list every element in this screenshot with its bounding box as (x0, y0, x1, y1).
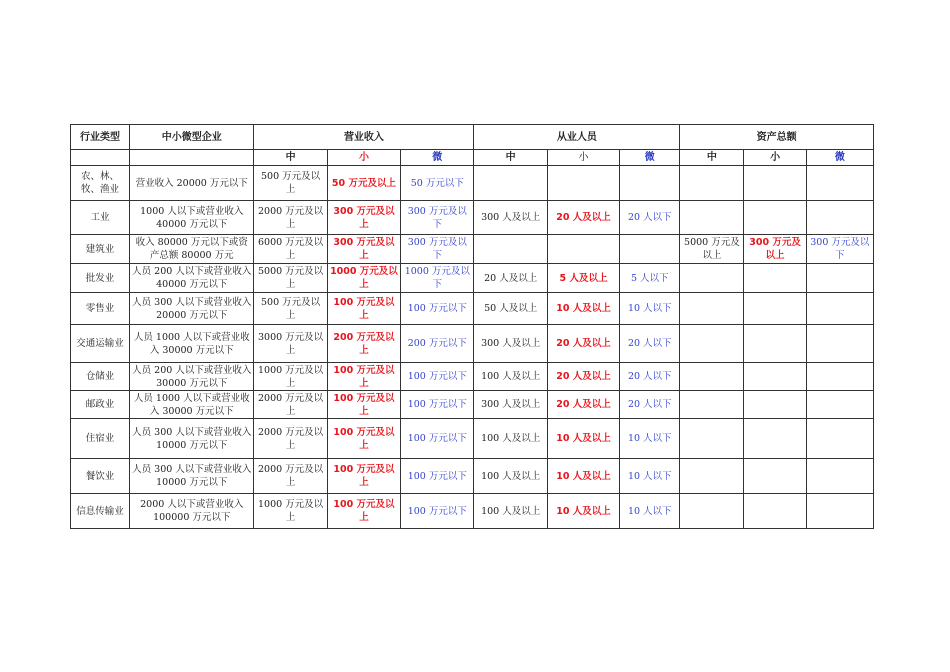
revenue-small-cell: 100 万元及以上 (327, 391, 400, 419)
subheader-revenue-small: 小 (327, 150, 400, 166)
assets-small-cell (744, 459, 806, 494)
industry-cell: 邮政业 (71, 391, 130, 419)
staff-small-cell: 5 人及以上 (547, 264, 619, 293)
industry-cell: 批发业 (71, 264, 130, 293)
assets-mid-cell (680, 391, 744, 419)
staff-small-cell: 20 人及以上 (547, 363, 619, 391)
revenue-small-cell: 50 万元及以上 (327, 166, 400, 201)
assets-mid-cell: 5000 万元及以上 (680, 235, 744, 264)
criteria-cell: 人员 1000 人以下或营业收入 30000 万元以下 (130, 391, 254, 419)
table-body (71, 166, 874, 529)
industry-cell: 信息传输业 (71, 494, 130, 529)
revenue-micro-cell: 300 万元及以下 (401, 201, 474, 235)
criteria-cell: 2000 人以下或营业收入 100000 万元以下 (130, 494, 254, 529)
industry-cell: 农、林、牧、渔业 (71, 166, 130, 201)
criteria-cell: 人员 200 人以下或营业收入 40000 万元以下 (130, 264, 254, 293)
revenue-mid-cell: 1000 万元及以上 (254, 363, 327, 391)
subheader-assets-mid: 中 (680, 150, 744, 166)
header-industry: 行业类型 (71, 125, 130, 150)
subheader-empty (71, 150, 130, 166)
revenue-small-cell: 100 万元及以上 (327, 293, 400, 325)
revenue-small-cell: 100 万元及以上 (327, 459, 400, 494)
assets-small-cell: 300 万元及以上 (744, 235, 806, 264)
revenue-small-cell: 1000 万元及以上 (327, 264, 400, 293)
assets-mid-cell (680, 419, 744, 459)
revenue-mid-cell: 3000 万元及以上 (254, 325, 327, 363)
staff-micro-cell: 10 人以下 (620, 494, 680, 529)
industry-cell: 餐饮业 (71, 459, 130, 494)
table-row (71, 419, 874, 459)
industry-cell: 建筑业 (71, 235, 130, 264)
revenue-mid-cell: 500 万元及以上 (254, 166, 327, 201)
revenue-small-cell: 300 万元及以上 (327, 201, 400, 235)
staff-micro-cell: 20 人以下 (620, 363, 680, 391)
revenue-micro-cell: 100 万元以下 (401, 363, 474, 391)
subheader-revenue-micro: 微 (401, 150, 474, 166)
staff-mid-cell (474, 235, 547, 264)
revenue-micro-cell: 100 万元以下 (401, 391, 474, 419)
staff-small-cell: 10 人及以上 (547, 419, 619, 459)
revenue-mid-cell: 500 万元及以上 (254, 293, 327, 325)
table-row (71, 293, 874, 325)
staff-micro-cell: 20 人以下 (620, 391, 680, 419)
sme-classification-table (70, 124, 874, 529)
assets-small-cell (744, 166, 806, 201)
industry-cell: 交通运输业 (71, 325, 130, 363)
assets-micro-cell (806, 363, 873, 391)
table-row (71, 166, 874, 201)
revenue-micro-cell: 300 万元及以下 (401, 235, 474, 264)
assets-mid-cell (680, 459, 744, 494)
staff-micro-cell (620, 235, 680, 264)
table-row (71, 201, 874, 235)
industry-cell: 住宿业 (71, 419, 130, 459)
revenue-micro-cell: 100 万元以下 (401, 293, 474, 325)
revenue-mid-cell: 2000 万元及以上 (254, 391, 327, 419)
staff-small-cell: 10 人及以上 (547, 459, 619, 494)
assets-mid-cell (680, 494, 744, 529)
revenue-small-cell: 100 万元及以上 (327, 419, 400, 459)
staff-mid-cell: 100 人及以上 (474, 419, 547, 459)
staff-small-cell (547, 235, 619, 264)
assets-small-cell (744, 264, 806, 293)
assets-micro-cell (806, 459, 873, 494)
assets-mid-cell (680, 201, 744, 235)
revenue-small-cell: 100 万元及以上 (327, 363, 400, 391)
subheader-row (71, 150, 874, 166)
industry-cell: 仓储业 (71, 363, 130, 391)
subheader-revenue-mid: 中 (254, 150, 327, 166)
staff-small-cell: 20 人及以上 (547, 201, 619, 235)
revenue-micro-cell: 100 万元以下 (401, 419, 474, 459)
subheader-assets-small: 小 (744, 150, 806, 166)
assets-micro-cell (806, 166, 873, 201)
staff-mid-cell: 100 人及以上 (474, 459, 547, 494)
header-criteria: 中小微型企业 (130, 125, 254, 150)
revenue-mid-cell: 2000 万元及以上 (254, 419, 327, 459)
assets-mid-cell (680, 325, 744, 363)
staff-small-cell (547, 166, 619, 201)
revenue-small-cell: 300 万元及以上 (327, 235, 400, 264)
assets-small-cell (744, 201, 806, 235)
subheader-empty (130, 150, 254, 166)
revenue-micro-cell: 1000 万元及以下 (401, 264, 474, 293)
revenue-micro-cell: 200 万元以下 (401, 325, 474, 363)
staff-mid-cell: 50 人及以上 (474, 293, 547, 325)
staff-small-cell: 10 人及以上 (547, 293, 619, 325)
industry-cell: 零售业 (71, 293, 130, 325)
staff-micro-cell: 10 人以下 (620, 459, 680, 494)
criteria-cell: 营业收入 20000 万元以下 (130, 166, 254, 201)
industry-cell: 工业 (71, 201, 130, 235)
table-row (71, 391, 874, 419)
subheader-staff-micro: 微 (620, 150, 680, 166)
revenue-micro-cell: 100 万元以下 (401, 459, 474, 494)
revenue-micro-cell: 50 万元以下 (401, 166, 474, 201)
assets-small-cell (744, 419, 806, 459)
assets-micro-cell (806, 264, 873, 293)
subheader-staff-small: 小 (547, 150, 619, 166)
table-row (71, 459, 874, 494)
revenue-mid-cell: 5000 万元及以上 (254, 264, 327, 293)
staff-mid-cell: 100 人及以上 (474, 494, 547, 529)
revenue-small-cell: 100 万元及以上 (327, 494, 400, 529)
staff-small-cell: 20 人及以上 (547, 391, 619, 419)
criteria-cell: 人员 300 人以下或营业收入 10000 万元以下 (130, 459, 254, 494)
assets-micro-cell (806, 494, 873, 529)
revenue-mid-cell: 1000 万元及以上 (254, 494, 327, 529)
staff-small-cell: 10 人及以上 (547, 494, 619, 529)
staff-mid-cell (474, 166, 547, 201)
assets-micro-cell: 300 万元及以下 (806, 235, 873, 264)
criteria-cell: 人员 1000 人以下或营业收入 30000 万元以下 (130, 325, 254, 363)
staff-micro-cell: 20 人以下 (620, 201, 680, 235)
revenue-mid-cell: 2000 万元及以上 (254, 459, 327, 494)
table-row (71, 325, 874, 363)
assets-micro-cell (806, 419, 873, 459)
staff-micro-cell: 10 人以下 (620, 419, 680, 459)
staff-mid-cell: 300 人及以上 (474, 201, 547, 235)
revenue-mid-cell: 6000 万元及以上 (254, 235, 327, 264)
sme-classification-table-wrapper (70, 124, 874, 529)
revenue-mid-cell: 2000 万元及以上 (254, 201, 327, 235)
header-row (71, 125, 874, 150)
header-revenue: 营业收入 (254, 125, 474, 150)
header-staff: 从业人员 (474, 125, 680, 150)
staff-mid-cell: 100 人及以上 (474, 363, 547, 391)
assets-small-cell (744, 363, 806, 391)
staff-small-cell: 20 人及以上 (547, 325, 619, 363)
table-row (71, 363, 874, 391)
assets-small-cell (744, 494, 806, 529)
assets-micro-cell (806, 293, 873, 325)
assets-mid-cell (680, 363, 744, 391)
staff-mid-cell: 20 人及以上 (474, 264, 547, 293)
assets-micro-cell (806, 391, 873, 419)
criteria-cell: 人员 300 人以下或营业收入 10000 万元以下 (130, 419, 254, 459)
criteria-cell: 收入 80000 万元以下或资产总额 80000 万元 (130, 235, 254, 264)
table-row (71, 264, 874, 293)
assets-mid-cell (680, 293, 744, 325)
assets-small-cell (744, 325, 806, 363)
assets-mid-cell (680, 264, 744, 293)
staff-mid-cell: 300 人及以上 (474, 391, 547, 419)
staff-mid-cell: 300 人及以上 (474, 325, 547, 363)
assets-micro-cell (806, 201, 873, 235)
staff-micro-cell: 5 人以下 (620, 264, 680, 293)
revenue-micro-cell: 100 万元以下 (401, 494, 474, 529)
staff-micro-cell: 10 人以下 (620, 293, 680, 325)
assets-small-cell (744, 391, 806, 419)
criteria-cell: 人员 300 人以下或营业收入 20000 万元以下 (130, 293, 254, 325)
criteria-cell: 人员 200 人以下或营业收入 30000 万元以下 (130, 363, 254, 391)
assets-small-cell (744, 293, 806, 325)
header-assets: 资产总额 (680, 125, 874, 150)
table-row (71, 235, 874, 264)
subheader-staff-mid: 中 (474, 150, 547, 166)
revenue-small-cell: 200 万元及以上 (327, 325, 400, 363)
subheader-assets-micro: 微 (806, 150, 873, 166)
assets-mid-cell (680, 166, 744, 201)
staff-micro-cell: 20 人以下 (620, 325, 680, 363)
table-row (71, 494, 874, 529)
assets-micro-cell (806, 325, 873, 363)
staff-micro-cell (620, 166, 680, 201)
criteria-cell: 1000 人以下或营业收入 40000 万元以下 (130, 201, 254, 235)
